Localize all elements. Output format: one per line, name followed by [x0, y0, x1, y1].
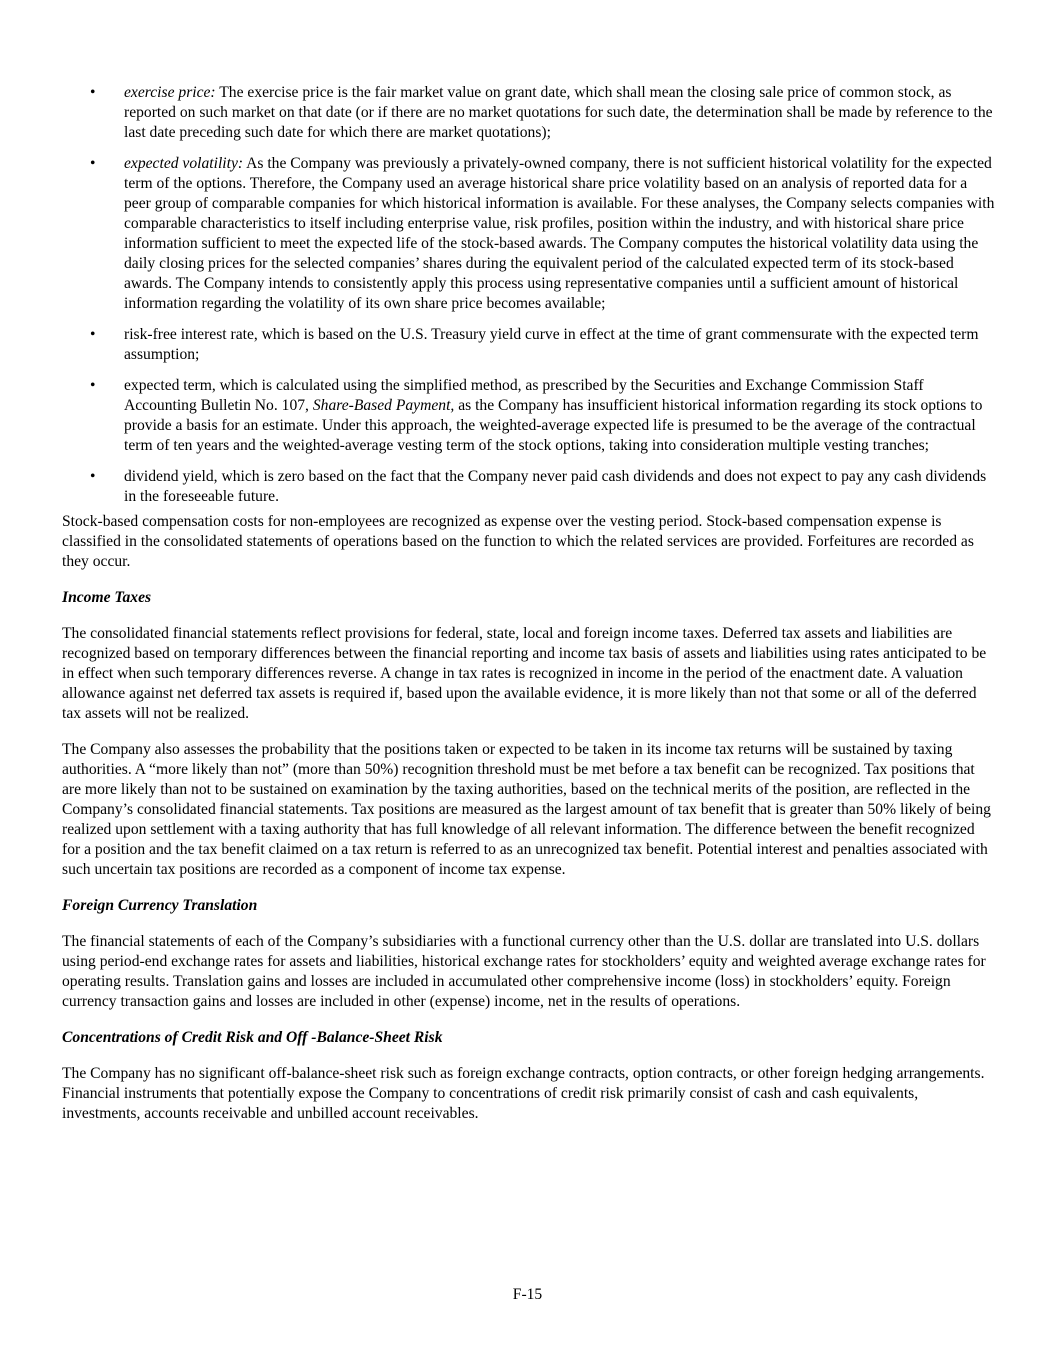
page-number: F-15 — [512, 1286, 543, 1303]
bullet-text: dividend yield, which is zero based on the fact that the Company never paid cash dividends and does not expect to pay any cash dividends in the foreseeable future. — [124, 468, 987, 505]
bullet-text: expected term, which is calculated using the simplified method, as prescribed by the Securities and Exchange Commission Staff Accounting Bulletin No. 107, — [124, 377, 924, 414]
foreign-currency-paragraph: The financial statements of each of the Company’s subsidiaries with a functional currency other than the U.S. dollar are translated into U.S. dollars using period-end exchange rates for assets and liabilities, historical exchange rates for stockholders’ equity and weighted average exchange rates for operating results. Translation gains and losses are included in accumulated other comprehensive income (loss) in stockholders’ equity. Foreign currency transaction gains and losses are included in other (expense) income, net in the results of operations. — [62, 933, 986, 1010]
bullet-lead: expected volatility: — [124, 155, 244, 172]
bullet-icon: • — [90, 468, 96, 485]
assumptions-list — [62, 83, 996, 507]
bullet-icon: • — [90, 84, 96, 101]
document-page — [62, 83, 996, 1140]
income-taxes-heading: Income Taxes — [62, 589, 152, 606]
bullet-text: The exercise price is the fair market value on grant date, which shall mean the closing sale price of common stock, as reported on such market on that date (or if there are no market quotations for such date, the determination shall be made by reference to the last date preceding such date for which there are market quotations); — [124, 84, 993, 141]
income-taxes-paragraph: The Company also assesses the probability that the positions taken or expected to be taken in its income tax returns will be sustained by taxing authorities. A “more likely than not” (more than 50%) recognition threshold must be met before a tax benefit can be recognized. Tax positions that are more likely than not to be sustained on examination by the taxing authorities, based on the technical merits of the position, are reflected in the Company’s consolidated financial statements. Tax positions are measured as the largest amount of tax benefit that is greater than 50% likely of being realized upon settlement with a taxing authority that has full knowledge of all relevant information. The difference between the benefit recognized for a position and the tax benefit claimed on a tax return is referred to as an unrecognized tax benefit. Potential interest and penalties associated with such uncertain tax positions are recorded as a component of income tax expense. — [62, 741, 991, 878]
bullet-icon: • — [90, 326, 96, 343]
bullet-text: As the Company was previously a privately-owned company, there is not sufficient historical volatility for the expected term of the options. Therefore, the Company used an average historical share price volatility based on an analysis of reported data for a peer group of comparable companies for which historical information is available. For these analyses, the Company selects companies with comparable characteristics to itself including enterprise value, risk profiles, position within the industry, and with historical share price information sufficient to meet the expected life of the stock-based awards. The Company computes the historical volatility data using the daily closing prices for the selected companies’ shares during the equivalent period of the calculated expected term of its stock-based awards. The Company intends to consistently apply this process using representative companies until a sufficient amount of historical information regarding the volatility of its own share price becomes available; — [124, 155, 995, 312]
credit-risk-paragraph: The Company has no significant off-balance-sheet risk such as foreign exchange contracts, option contracts, or other foreign hedging arrangements. Financial instruments that potentially expose the Company to concentrations of credit risk primarily consist of cash and cash equivalents, investments, accounts receivable and unbilled account receivables. — [62, 1065, 985, 1122]
list-item — [62, 154, 996, 314]
foreign-currency-heading: Foreign Currency Translation — [62, 897, 258, 914]
stock-comp-paragraph: Stock-based compensation costs for non-employees are recognized as expense over the vesting period. Stock-based compensation expense is classified in the consolidated statements of operations based on the function to which the related services are provided. Forfeitures are recorded as they occur. — [62, 513, 974, 570]
bullet-icon: • — [90, 155, 96, 172]
list-item — [62, 83, 996, 143]
bullet-icon: • — [90, 377, 96, 394]
list-item — [62, 467, 996, 507]
bullet-lead: exercise price: — [124, 84, 216, 101]
list-item — [62, 325, 996, 365]
income-taxes-paragraph: The consolidated financial statements reflect provisions for federal, state, local and foreign income taxes. Deferred tax assets and liabilities are recognized based on temporary differences between the financial reporting and income tax basis of assets and liabilities using rates anticipated to be in effect when such temporary differences reverse. A change in tax rates is recognized in income in the period of the enactment date. A valuation allowance against net deferred tax assets is required if, based upon the available evidence, it is more likely than not that some or all of the deferred tax assets will not be realized. — [62, 625, 987, 722]
bullet-text: as the Company has insufficient historical information regarding its stock options to provide a basis for an estimate. Under this approach, the weighted-average expected life is presumed to be the average of the contractual term of ten years and the weighted-average vesting term of the stock options, taking into consideration multiple vesting tranches; — [124, 397, 983, 454]
list-item — [62, 376, 996, 456]
bullet-text: risk-free interest rate, which is based on the U.S. Treasury yield curve in effect at the time of grant commensurate with the expected term assumption; — [124, 326, 979, 363]
credit-risk-heading: Concentrations of Credit Risk and Off -Balance-Sheet Risk — [62, 1029, 443, 1046]
bullet-italic-title: Share-Based Payment, — [312, 397, 455, 414]
